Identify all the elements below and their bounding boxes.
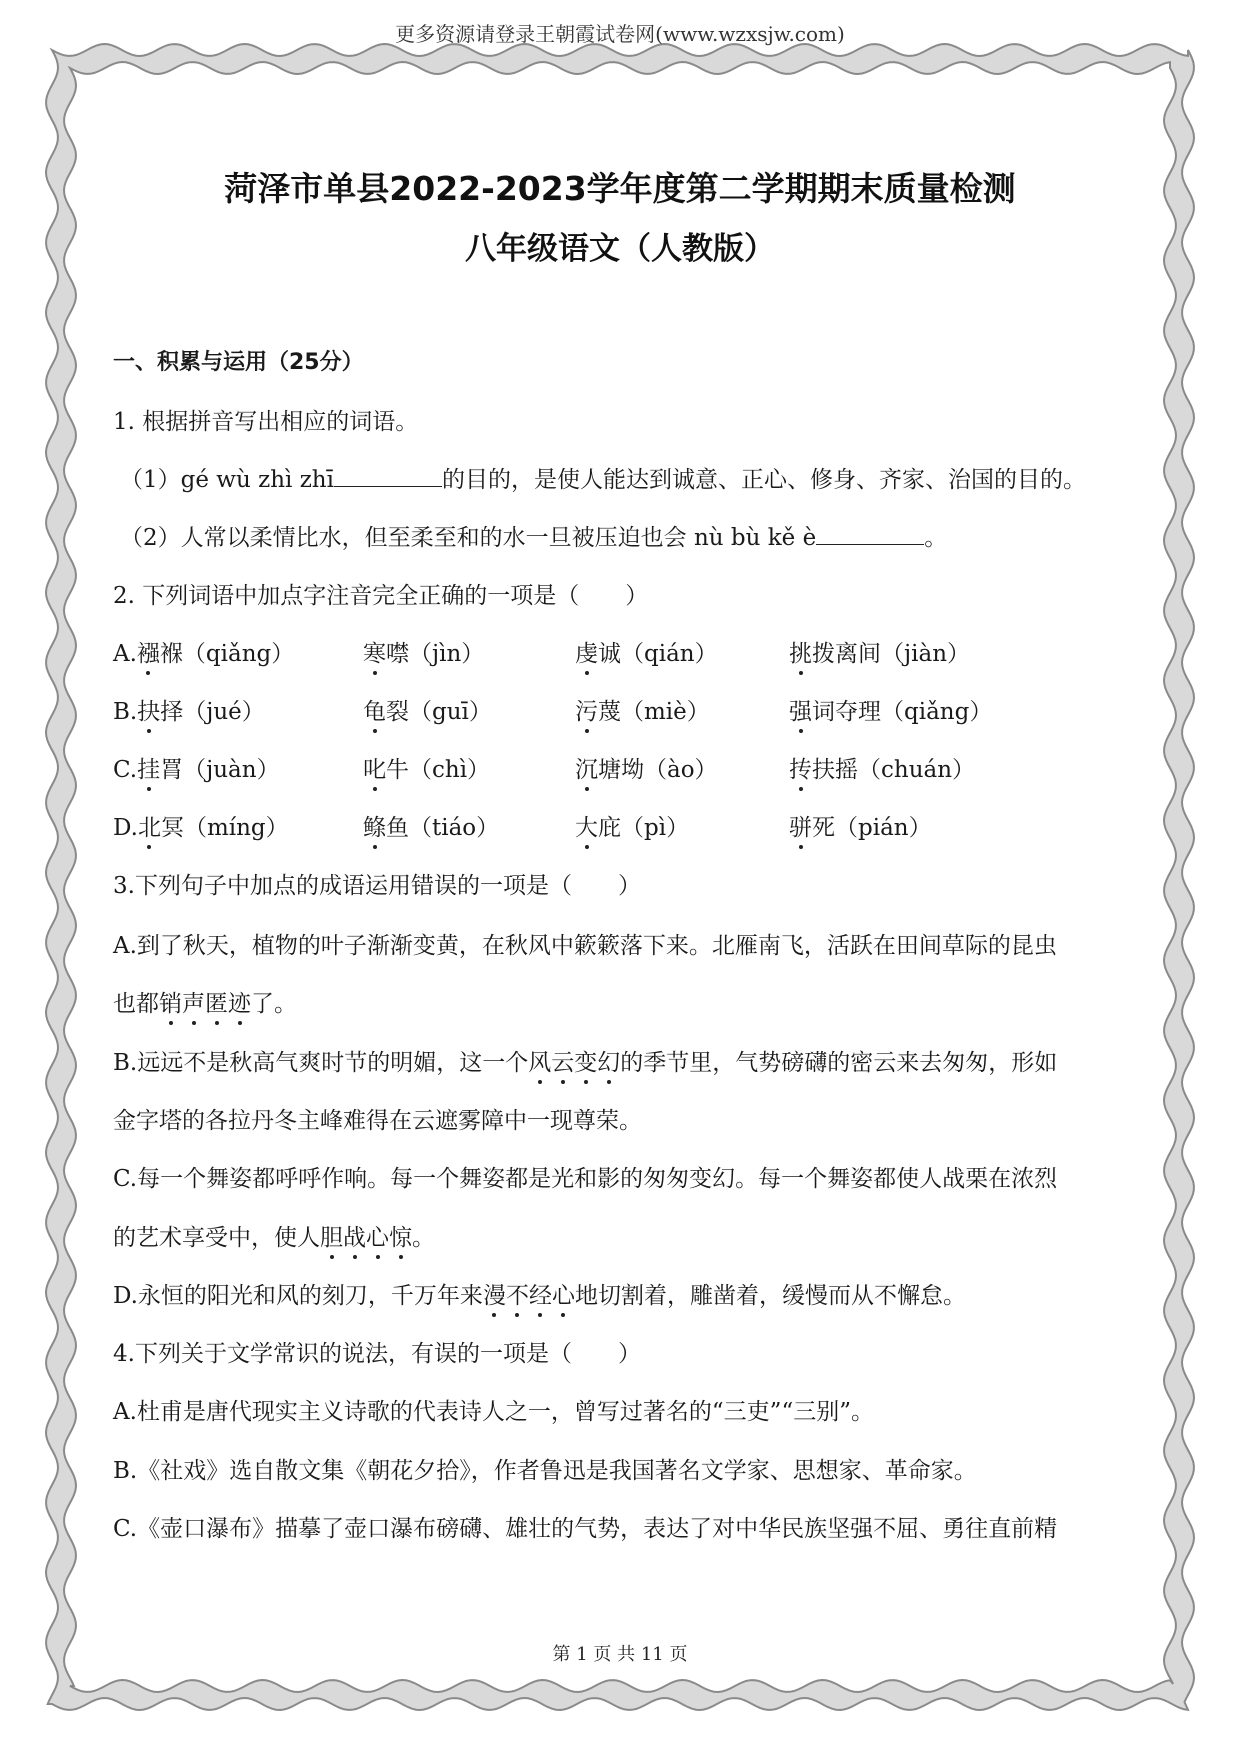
q1-part1-prefix: （1）gé wù zhì zhī [120, 467, 334, 493]
q2-option-row-a [113, 638, 1013, 670]
dotted-char: 龟 [363, 699, 386, 725]
option-item: 大庇（pì） [575, 815, 690, 841]
dotted-char: 挂 [137, 757, 161, 783]
dotted-char: 心 [366, 1225, 389, 1251]
dotted-idiom [320, 1225, 412, 1251]
q3-stem: 3.下列句子中加点的成语运用错误的一项是（ ） [113, 873, 641, 899]
text-span: D.永恒的阳光和风的刻刀，千万年来 [113, 1283, 483, 1309]
text-span: 地切割着，雕凿着，缓慢而从不懈怠。 [574, 1283, 966, 1309]
text-span: 了。 [251, 991, 297, 1017]
q2-option-row-d [113, 812, 1013, 844]
text-span: B.远远不是秋高气爽时节的明媚，这一个 [113, 1050, 529, 1076]
answer-blank[interactable] [816, 522, 924, 545]
q3-option-c-line2 [113, 1222, 435, 1254]
resource-banner: 更多资源请登录王朝霞试卷网(www.wzxsjw.com) [395, 22, 845, 46]
exam-subtitle: 八年级语文（人教版） [465, 231, 775, 267]
option-item: 虔诚（qián） [575, 641, 718, 667]
dotted-char: 声 [182, 991, 205, 1017]
dotted-char: 漫 [482, 1283, 506, 1309]
q3-option-d [113, 1280, 966, 1312]
dotted-char: 不 [505, 1283, 529, 1309]
text-span: 也都 [113, 991, 159, 1017]
dotted-char: 云 [551, 1050, 575, 1076]
dotted-idiom [483, 1283, 575, 1309]
option-label: C. [113, 757, 138, 783]
option-label: D. [113, 815, 138, 841]
option-item: 沉塘坳（ào） [575, 757, 718, 783]
option-item: 挑拨离间（jiàn） [789, 641, 971, 667]
dotted-char: 抟 [789, 757, 812, 783]
q2-option-row-b [113, 696, 1013, 728]
q4-option-c: C.《壶口瀑布》描摹了壶口瀑布磅礴、雄壮的气势，表达了对中华民族坚强不屈、勇往直前精 [113, 1516, 1058, 1542]
option-item: 北冥（míng） [137, 815, 289, 841]
option-item: 寒噤（jìn） [363, 641, 485, 667]
q1-part2-suffix: 。 [924, 525, 948, 551]
q1-part2 [120, 522, 947, 554]
q1-stem: 1. 根据拼音写出相应的词语。 [113, 409, 419, 435]
dotted-char: 寒 [363, 641, 386, 667]
dotted-char: 鲦 [363, 815, 386, 841]
option-item: 抟扶摇（chuán） [789, 757, 976, 783]
option-item: 襁褓（qiǎng） [136, 641, 295, 667]
dotted-char: 胆 [320, 1225, 343, 1251]
q1-part1-suffix: 的目的，是使人能达到诚意、正心、修身、齐家、治国的目的。 [441, 467, 1086, 493]
answer-blank[interactable] [334, 464, 442, 487]
q3-option-a-line1: A.到了秋天，植物的叶子渐渐变黄，在秋风中簌簌落下来。北雁南飞，活跃在田间草际的昆虫 [113, 933, 1057, 959]
dotted-char: 幻 [597, 1050, 621, 1076]
option-item: 龟裂（guī） [363, 699, 492, 725]
option-item: 污蔑（miè） [575, 699, 710, 725]
dotted-char: 风 [528, 1050, 552, 1076]
q1-part2-prefix: （2）人常以柔情比水，但至柔至和的水一旦被压迫也会 nù bù kě è [120, 525, 817, 551]
option-item: 挂罥（juàn） [137, 757, 280, 783]
option-label: B. [113, 699, 138, 725]
dotted-char: 经 [528, 1283, 552, 1309]
q3-option-b-line2: 金字塔的各拉丹冬主峰难得在云遮雾障中一现尊荣。 [113, 1108, 642, 1134]
dotted-char: 变 [574, 1050, 598, 1076]
q4-option-b: B.《社戏》选自散文集《朝花夕拾》，作者鲁迅是我国著名文学家、思想家、革命家。 [113, 1458, 977, 1484]
q4-option-a: A.杜甫是唐代现实主义诗歌的代表诗人之一，曾写过著名的“三吏”“三别”。 [113, 1399, 874, 1425]
q3-option-a-line2 [113, 988, 297, 1020]
dotted-char: 叱 [363, 757, 386, 783]
dotted-char: 抉 [137, 699, 161, 725]
option-label: A. [113, 641, 137, 667]
option-item: 鲦鱼（tiáo） [363, 815, 500, 841]
q4-stem: 4.下列关于文学常识的说法，有误的一项是（ ） [113, 1341, 641, 1367]
section-heading: 一、积累与运用（25分） [113, 350, 364, 375]
option-item: 强词夺理（qiǎng） [789, 699, 993, 725]
option-item: 抉择（jué） [137, 699, 265, 725]
dotted-idiom [159, 991, 251, 1017]
dotted-char: 迹 [228, 991, 251, 1017]
dotted-char: 惊 [389, 1225, 412, 1251]
dotted-char: 销 [159, 991, 182, 1017]
dotted-char: 强 [789, 699, 812, 725]
dotted-char: 战 [343, 1225, 366, 1251]
q3-option-c-line1: C.每一个舞姿都呼呼作响。每一个舞姿都是光和影的匆匆变幻。每一个舞姿都使人战栗在浓烈 [113, 1166, 1058, 1192]
dotted-idiom [528, 1050, 620, 1076]
option-item: 骈死（pián） [789, 815, 932, 841]
dotted-char: 大 [575, 815, 598, 841]
page-footer: 第 1 页 共 11 页 [552, 1644, 688, 1665]
q3-option-b-line1 [113, 1047, 1057, 1079]
q2-option-row-c [113, 754, 1013, 786]
text-span: 。 [412, 1225, 435, 1251]
dotted-char: 襁 [136, 641, 160, 667]
q2-stem: 2. 下列词语中加点字注音完全正确的一项是（ ） [113, 583, 649, 609]
q1-part1 [120, 464, 1086, 496]
dotted-char: 沉 [575, 757, 598, 783]
text-span: 的艺术享受中，使人 [113, 1225, 320, 1251]
dotted-char: 匿 [205, 991, 228, 1017]
dotted-char: 虔 [575, 641, 598, 667]
dotted-char: 污 [575, 699, 598, 725]
option-item: 叱牛（chì） [363, 757, 491, 783]
dotted-char: 骈 [789, 815, 812, 841]
dotted-char: 心 [551, 1283, 575, 1309]
dotted-char: 北 [137, 815, 161, 841]
dotted-char: 挑 [789, 641, 812, 667]
text-span: 的季节里，气势磅礴的密云来去匆匆，形如 [620, 1050, 1058, 1076]
exam-title: 菏泽市单县2022-2023学年度第二学期期末质量检测 [224, 169, 1016, 208]
